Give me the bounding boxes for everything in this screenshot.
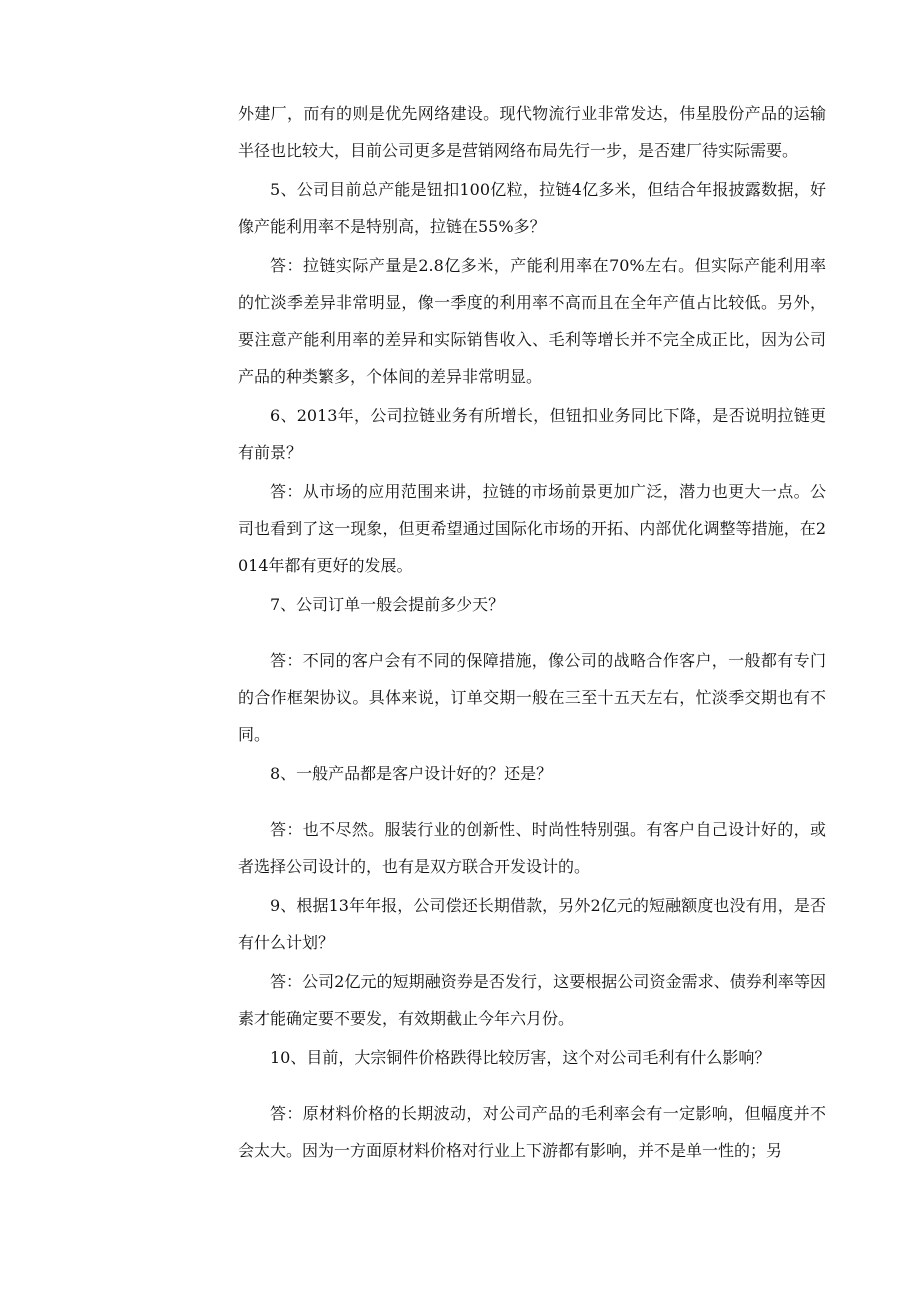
answer-8: 答：也不尽然。服装行业的创新性、时尚性特别强。有客户自己设计好的，或者选择公司设计的，也有是双方联合开发设计的。: [238, 820, 826, 876]
paragraph-intro: 外建厂，而有的则是优先网络建设。现代物流行业非常发达，伟星股份产品的运输半径也比较大，目前公司更多是营销网络布局先行一步，是否建厂待实际需要。: [238, 104, 826, 160]
document-body: [238, 95, 826, 1169]
answer-7: 答：不同的客户会有不同的保障措施，像公司的战略合作客户，一般都有专门的合作框架协议。具体来说，订单交期一般在三至十五天左右，忙淡季交期也有不同。: [238, 651, 826, 744]
answer-5: 答：拉链实际产量是2.8亿多米，产能利用率在70%左右。但实际产能利用率的忙淡季差异非常明显，像一季度的利用率不高而且在全年产值占比较低。另外，要注意产能利用率的差异和实际销售收入、毛利等增长并不完全成正比，因为公司产品的种类繁多，个体间的差异非常明显。: [238, 256, 826, 386]
question-8: 8、一般产品都是客户设计好的？还是？: [270, 764, 553, 783]
answer-6: 答：从市场的应用范围来讲，拉链的市场前景更加广泛，潜力也更大一点。公司也看到了这一现象，但更希望通过国际化市场的开拓、内部优化调整等措施，在2014年都有更好的发展。: [238, 482, 826, 575]
answer-10: 答：原材料价格的长期波动，对公司产品的毛利率会有一定影响，但幅度并不会太大。因为一方面原材料价格对行业上下游都有影响，并不是单一性的；另: [238, 1104, 826, 1160]
question-9: 9、根据13年年报，公司偿还长期借款，另外2亿元的短融额度也没有用，是否有什么计划？: [238, 896, 826, 952]
question-5: 5、公司目前总产能是钮扣100亿粒，拉链4亿多米，但结合年报披露数据，好像产能利用率不是特别高，拉链在55%多？: [238, 180, 826, 236]
answer-9: 答：公司2亿元的短期融资券是否发行，这要根据公司资金需求、债券利率等因素才能确定要不要发，有效期截止今年六月份。: [238, 972, 826, 1028]
question-7: 7、公司订单一般会提前多少天？: [270, 595, 505, 614]
question-6: 6、2013年，公司拉链业务有所增长，但钮扣业务同比下降，是否说明拉链更有前景？: [238, 406, 826, 462]
question-10: 10、目前，大宗铜件价格跌得比较厉害，这个对公司毛利有什么影响？: [270, 1048, 771, 1067]
